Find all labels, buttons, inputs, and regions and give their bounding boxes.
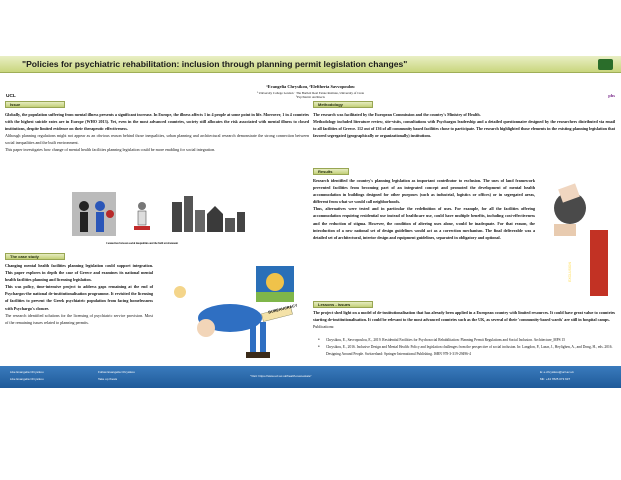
reference-item: • Chrysikou, E., 2016. Inclusive Design and Mental Health: Policy and legislation challenges from the perspective of social inclusion. In: Langdon, P., Lazar, J., Heylighen, A., and Dong, H., eds. 2016. Designing Around People. Switzerland: Springer International Publishing. ISBN 978-3-319-29496-4 [313, 344, 615, 358]
figure-head [197, 319, 215, 337]
footer-like-2[interactable]: Like Evangelia Chrysikou [10, 377, 44, 381]
results-heading: Results [313, 168, 349, 175]
results-p1: Research identified the country's planning legislation as important contributor to exclusion. The uses of land framework prevented facilities from becoming part of an integrated concept and promoted the development of mental health accommodation in buildings designed for other purposes (such as industrial, logistics or offices) or in segregated areas, different from what we would call neighborhoods. [313, 178, 535, 205]
sun [266, 273, 284, 291]
silhouette-head [95, 201, 105, 211]
grass [256, 292, 294, 302]
methodology-text [313, 111, 615, 139]
case-study-text [5, 262, 153, 326]
method-p2: Methodology included literature review, site-visits, consultations with Psychargos leadership and a detailed questionnaire designed by the researchers distributed via email to all facilities of Greece. 112 out of 136 of all community based facilities chose to participate. The research highlighted those elements in the existing planning legislation that favored segregated (geographically or organizationally) institutions. [313, 119, 615, 139]
exclusion-label: EXCLUSION [567, 262, 572, 282]
bureaucracy-illustration [160, 266, 298, 364]
institute-logo [598, 59, 613, 70]
footer-phone: Mb: +44 7825 073 637 [540, 377, 571, 381]
building [172, 202, 182, 232]
figure-shoes [246, 352, 270, 358]
issue-p2: Although planning regulations might not appear as an obvious reason behind those inequalities, urban planning and architectural research demonstrate the strong connection between social inequalities and the built environment. [5, 133, 309, 146]
method-p1: The research was facilitated by the European Commission and the country's Ministry of Health. [313, 112, 481, 117]
exclusion-image [540, 168, 616, 300]
figure-head [138, 202, 146, 210]
case-p2: This was policy, time-intensive project to address gaps remaining at the end of Psychargos-the national de-institutionalisation programme. It revisited the licensing of facilities to prevent the Greek psychiatric population from facing homelessness with Psychargo's closure. [5, 284, 153, 311]
issue-figure-caption: Connection between social inequalities and the built environment [106, 242, 179, 245]
figure-base [134, 226, 150, 230]
footer-bar [0, 366, 621, 388]
affiliation-1: ¹ University College London · The Bartlett Real Estate Institute, University of Crete [256, 91, 365, 95]
footer-visit-link[interactable]: "Visit: https://www.ucl.ac.uk/health-real-estate" [250, 374, 312, 378]
issue-heading: Issue [5, 101, 65, 108]
poster [0, 56, 621, 388]
silhouette-body [80, 212, 88, 232]
results-p2: Thus, alternatives were tested and in particular the redefinition of uses. For example, for all the facilities offering accommodation requiring residential use instead of healthcare use, could have multiple benefits, including cost-effectiveness and the reduction of stigma. However, the condition of altering uses alone, would be inadequate. For that reason, the introduction of a new national set of design guidelines would act as a correction mechanism. The final deliverable was a detailed set of architectural, interior design and equipment guidelines, separated in obligatory and optional. [313, 206, 535, 240]
inequality-figure [72, 192, 248, 242]
bureaucracy-sign-label: BUREAUCRACY [267, 303, 298, 315]
building [195, 210, 205, 232]
arm [554, 224, 576, 236]
figure-leg [260, 322, 266, 352]
head-detail [174, 286, 186, 298]
lessons-p1: The project shed light on a model of de-institutionalisation that has already been applied in a European country with limited resources. It could have great value to countries starting de-institutionalisation. It could be relevant to the most advanced countries such as the UK, as several of their 'community-based wards' are still in hospital camps. [313, 310, 615, 323]
results-text [313, 177, 535, 241]
footer-email[interactable]: E: e.chrysikou@ucl.ac.uk [540, 370, 574, 374]
footer-follow[interactable]: Follow Evangelia Chrysikou [98, 370, 135, 374]
affiliation-2: ²Psychiatric Architects [296, 95, 325, 99]
reference-item: • Chrysikou, E., Savvopoulou, E., 2019. Residential Facilities for Psychosocial Rehabilitation: Planning Permit Regulations and Social Inclusion. Architecture_MPS 15 [313, 337, 615, 344]
roof [207, 206, 223, 214]
issue-p1: Globally, the population suffering from mental illness presents a significant increase. In Europe, the illness affects 1 in 4 people at some point in life. Moreover, 1 in 4 countries with the highest suicide rates are in Europe (WHO 2013). Yet, even in the most advanced countries, society still allocates the risk associated with mental illness to closed institutions, despite limited evidence on their therapeutic effectiveness. [5, 112, 309, 132]
case-p3: The research identified solutions for the licensing of psychiatric service provision. Most of the remaining issues related to planning permits. [5, 312, 153, 325]
footer-like-1[interactable]: Like Evangelia Chrysikou [10, 370, 44, 374]
issue-text [5, 111, 309, 154]
case-study-heading: The case study [5, 253, 65, 260]
silhouette-head [79, 201, 89, 211]
silhouette-head [106, 210, 114, 218]
title-band [0, 56, 621, 73]
lessons-text [313, 309, 615, 330]
figure-body [138, 211, 146, 225]
building [225, 218, 235, 232]
building [237, 212, 245, 232]
publications-label: Publications: [313, 324, 335, 330]
building [184, 196, 193, 232]
methodology-heading: Methodology [313, 101, 373, 108]
ucl-logo: UCL [6, 94, 16, 99]
poster-title: "Policies for psychiatric rehabilitation: inclusion through planning permit legislation changes" [22, 59, 408, 69]
case-p1: Changing mental health facilities planning legislation could support integration. This paper explores in depth the case of Greece and examines its national mental health facilities planning and licensing legislation. [5, 263, 153, 283]
issue-p3: This paper investigates how change of mental health facilities planning legislation could be more enabling for social integration. [5, 147, 216, 153]
lessons-heading: Lessons - issues [313, 301, 373, 308]
authors: ¹Evangelia Chrysikou, ²Eleftheria Savvopoulou [266, 84, 355, 89]
phs-logo: phs [608, 93, 615, 98]
footer-thesis[interactable]: Take up thesis [98, 377, 118, 381]
silhouette-body [96, 212, 104, 232]
references-list [313, 337, 615, 359]
figure-leg [250, 322, 256, 352]
building [207, 214, 223, 232]
red-tube [590, 230, 608, 296]
